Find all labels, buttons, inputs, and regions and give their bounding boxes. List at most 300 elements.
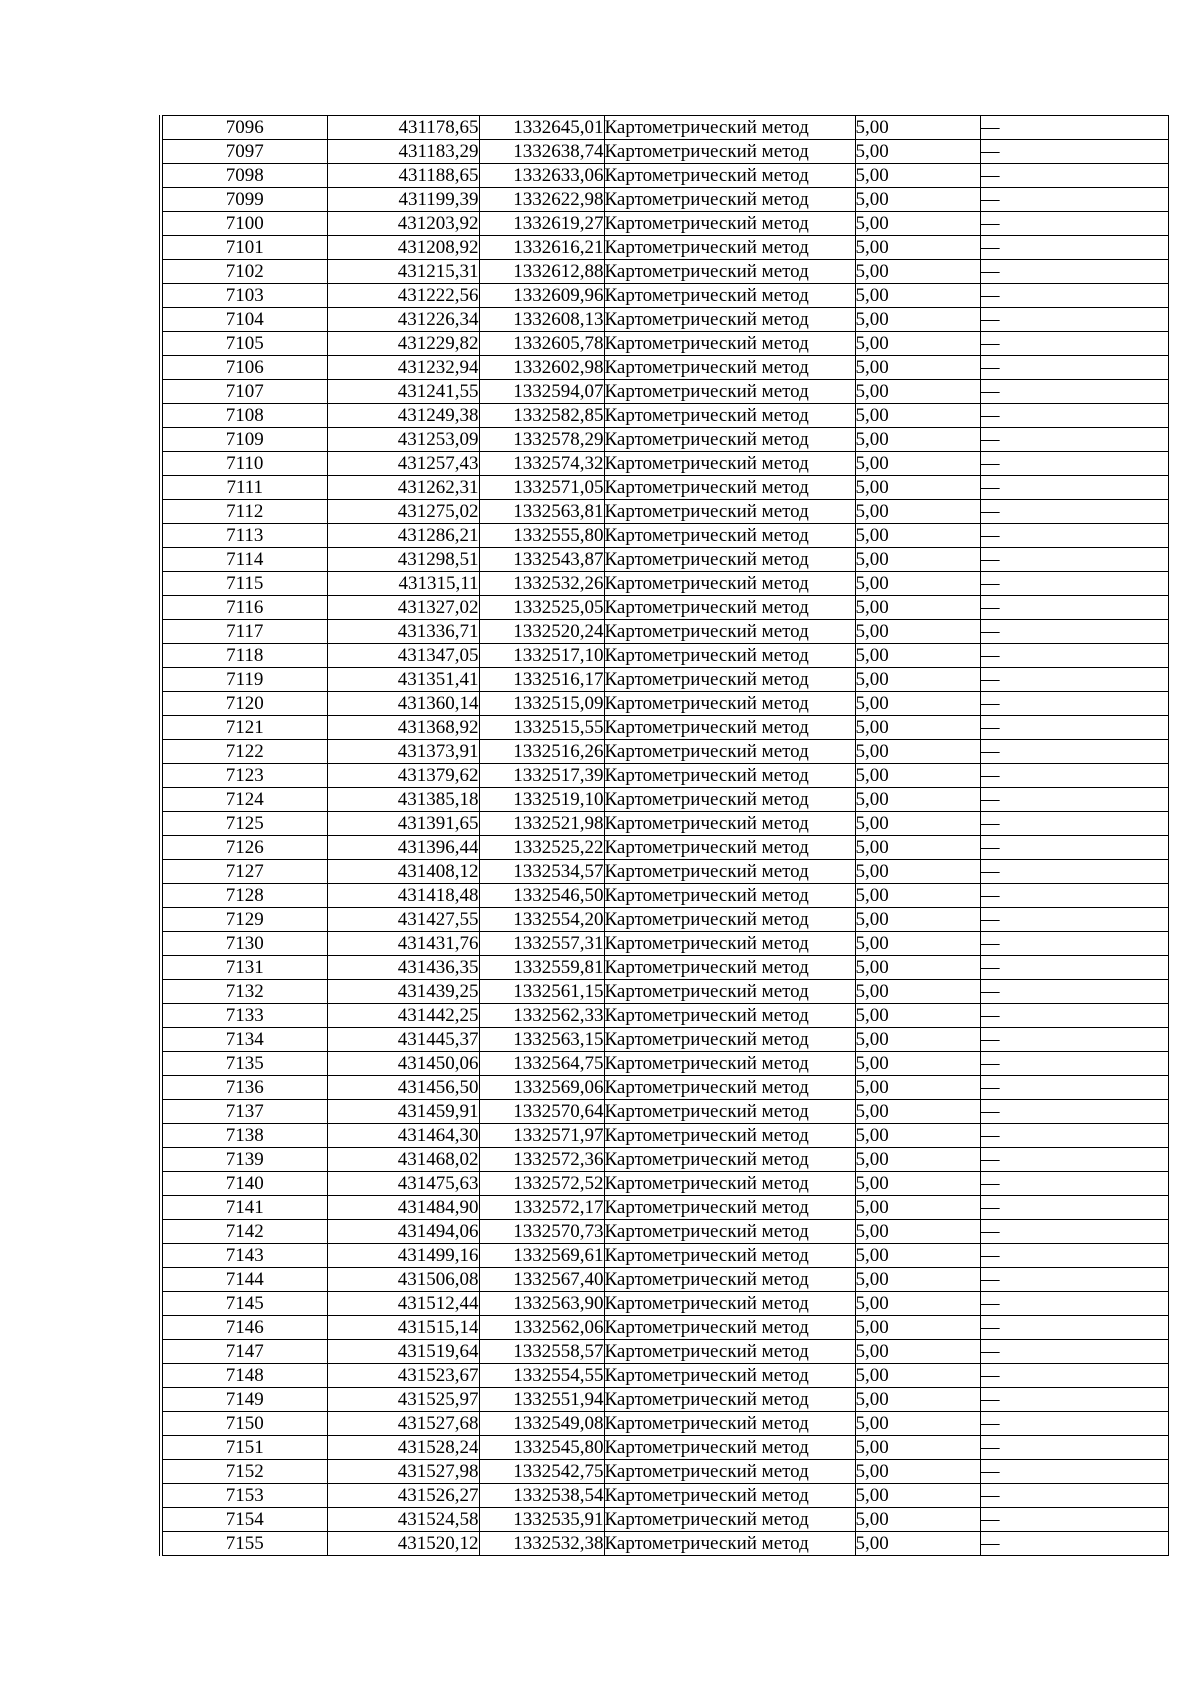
- precision-cell: 5,00: [855, 644, 980, 668]
- note-cell: —: [980, 380, 1168, 404]
- x-coordinate-cell: 431442,25: [327, 1004, 479, 1028]
- y-coordinate-cell: 1332633,06: [479, 164, 604, 188]
- x-coordinate-cell: 431351,41: [327, 668, 479, 692]
- x-coordinate-cell: 431431,76: [327, 932, 479, 956]
- point-number-cell: 7102: [161, 260, 327, 284]
- point-number-cell: 7136: [161, 1076, 327, 1100]
- point-number-cell: 7148: [161, 1364, 327, 1388]
- method-cell: Картометрический метод: [604, 1532, 855, 1556]
- x-coordinate-cell: 431527,68: [327, 1412, 479, 1436]
- x-coordinate-cell: 431526,27: [327, 1484, 479, 1508]
- point-number-cell: 7133: [161, 1004, 327, 1028]
- table-row: [161, 1508, 1168, 1532]
- method-cell: Картометрический метод: [604, 932, 855, 956]
- precision-cell: 5,00: [855, 812, 980, 836]
- table-row: [161, 812, 1168, 836]
- table-row: [161, 404, 1168, 428]
- y-coordinate-cell: 1332562,33: [479, 1004, 604, 1028]
- y-coordinate-cell: 1332578,29: [479, 428, 604, 452]
- table-row: [161, 188, 1168, 212]
- y-coordinate-cell: 1332619,27: [479, 212, 604, 236]
- precision-cell: 5,00: [855, 1028, 980, 1052]
- method-cell: Картометрический метод: [604, 716, 855, 740]
- x-coordinate-cell: 431450,06: [327, 1052, 479, 1076]
- y-coordinate-cell: 1332572,36: [479, 1148, 604, 1172]
- method-cell: Картометрический метод: [604, 428, 855, 452]
- note-cell: —: [980, 1316, 1168, 1340]
- note-cell: —: [980, 260, 1168, 284]
- method-cell: Картометрический метод: [604, 140, 855, 164]
- method-cell: Картометрический метод: [604, 1484, 855, 1508]
- point-number-cell: 7140: [161, 1172, 327, 1196]
- precision-cell: 5,00: [855, 1220, 980, 1244]
- y-coordinate-cell: 1332563,90: [479, 1292, 604, 1316]
- y-coordinate-cell: 1332549,08: [479, 1412, 604, 1436]
- method-cell: Картометрический метод: [604, 836, 855, 860]
- point-number-cell: 7106: [161, 356, 327, 380]
- precision-cell: 5,00: [855, 1172, 980, 1196]
- note-cell: —: [980, 284, 1168, 308]
- y-coordinate-cell: 1332532,26: [479, 572, 604, 596]
- point-number-cell: 7126: [161, 836, 327, 860]
- x-coordinate-cell: 431528,24: [327, 1436, 479, 1460]
- method-cell: Картометрический метод: [604, 116, 855, 140]
- note-cell: —: [980, 1388, 1168, 1412]
- point-number-cell: 7119: [161, 668, 327, 692]
- x-coordinate-cell: 431232,94: [327, 356, 479, 380]
- precision-cell: 5,00: [855, 1148, 980, 1172]
- method-cell: Картометрический метод: [604, 236, 855, 260]
- y-coordinate-cell: 1332572,17: [479, 1196, 604, 1220]
- precision-cell: 5,00: [855, 692, 980, 716]
- method-cell: Картометрический метод: [604, 668, 855, 692]
- y-coordinate-cell: 1332563,15: [479, 1028, 604, 1052]
- precision-cell: 5,00: [855, 788, 980, 812]
- note-cell: —: [980, 164, 1168, 188]
- x-coordinate-cell: 431396,44: [327, 836, 479, 860]
- table-row: [161, 692, 1168, 716]
- x-coordinate-cell: 431178,65: [327, 116, 479, 140]
- point-number-cell: 7123: [161, 764, 327, 788]
- x-coordinate-cell: 431494,06: [327, 1220, 479, 1244]
- method-cell: Картометрический метод: [604, 1004, 855, 1028]
- note-cell: —: [980, 1028, 1168, 1052]
- precision-cell: 5,00: [855, 884, 980, 908]
- y-coordinate-cell: 1332594,07: [479, 380, 604, 404]
- table-row: [161, 1220, 1168, 1244]
- precision-cell: 5,00: [855, 1124, 980, 1148]
- table-row: [161, 884, 1168, 908]
- method-cell: Картометрический метод: [604, 1148, 855, 1172]
- precision-cell: 5,00: [855, 332, 980, 356]
- precision-cell: 5,00: [855, 356, 980, 380]
- y-coordinate-cell: 1332535,91: [479, 1508, 604, 1532]
- precision-cell: 5,00: [855, 452, 980, 476]
- method-cell: Картометрический метод: [604, 380, 855, 404]
- table-row: [161, 836, 1168, 860]
- y-coordinate-cell: 1332602,98: [479, 356, 604, 380]
- table-row: [161, 1148, 1168, 1172]
- y-coordinate-cell: 1332554,55: [479, 1364, 604, 1388]
- table-row: [161, 740, 1168, 764]
- y-coordinate-cell: 1332609,96: [479, 284, 604, 308]
- note-cell: —: [980, 1484, 1168, 1508]
- precision-cell: 5,00: [855, 1196, 980, 1220]
- y-coordinate-cell: 1332571,05: [479, 476, 604, 500]
- table-row: [161, 1484, 1168, 1508]
- precision-cell: 5,00: [855, 1316, 980, 1340]
- y-coordinate-cell: 1332551,94: [479, 1388, 604, 1412]
- x-coordinate-cell: 431527,98: [327, 1460, 479, 1484]
- y-coordinate-cell: 1332520,24: [479, 620, 604, 644]
- y-coordinate-cell: 1332521,98: [479, 812, 604, 836]
- y-coordinate-cell: 1332561,15: [479, 980, 604, 1004]
- x-coordinate-cell: 431418,48: [327, 884, 479, 908]
- table-row: [161, 476, 1168, 500]
- point-number-cell: 7109: [161, 428, 327, 452]
- note-cell: —: [980, 1004, 1168, 1028]
- point-number-cell: 7131: [161, 956, 327, 980]
- point-number-cell: 7147: [161, 1340, 327, 1364]
- note-cell: —: [980, 932, 1168, 956]
- y-coordinate-cell: 1332570,73: [479, 1220, 604, 1244]
- x-coordinate-cell: 431226,34: [327, 308, 479, 332]
- x-coordinate-cell: 431249,38: [327, 404, 479, 428]
- point-number-cell: 7108: [161, 404, 327, 428]
- note-cell: —: [980, 1412, 1168, 1436]
- table-row: [161, 1004, 1168, 1028]
- table-row: [161, 548, 1168, 572]
- precision-cell: 5,00: [855, 836, 980, 860]
- point-number-cell: 7134: [161, 1028, 327, 1052]
- method-cell: Картометрический метод: [604, 212, 855, 236]
- method-cell: Картометрический метод: [604, 1052, 855, 1076]
- y-coordinate-cell: 1332559,81: [479, 956, 604, 980]
- x-coordinate-cell: 431215,31: [327, 260, 479, 284]
- method-cell: Картометрический метод: [604, 860, 855, 884]
- point-number-cell: 7101: [161, 236, 327, 260]
- precision-cell: 5,00: [855, 1052, 980, 1076]
- note-cell: —: [980, 1436, 1168, 1460]
- note-cell: —: [980, 620, 1168, 644]
- method-cell: Картометрический метод: [604, 1316, 855, 1340]
- y-coordinate-cell: 1332571,97: [479, 1124, 604, 1148]
- note-cell: —: [980, 404, 1168, 428]
- point-number-cell: 7145: [161, 1292, 327, 1316]
- point-number-cell: 7118: [161, 644, 327, 668]
- y-coordinate-cell: 1332569,06: [479, 1076, 604, 1100]
- note-cell: —: [980, 1052, 1168, 1076]
- y-coordinate-cell: 1332563,81: [479, 500, 604, 524]
- note-cell: —: [980, 572, 1168, 596]
- method-cell: Картометрический метод: [604, 476, 855, 500]
- note-cell: —: [980, 740, 1168, 764]
- precision-cell: 5,00: [855, 572, 980, 596]
- x-coordinate-cell: 431379,62: [327, 764, 479, 788]
- x-coordinate-cell: 431484,90: [327, 1196, 479, 1220]
- table-row: [161, 284, 1168, 308]
- method-cell: Картометрический метод: [604, 596, 855, 620]
- table-row: [161, 212, 1168, 236]
- method-cell: Картометрический метод: [604, 1388, 855, 1412]
- method-cell: Картометрический метод: [604, 500, 855, 524]
- point-number-cell: 7127: [161, 860, 327, 884]
- y-coordinate-cell: 1332557,31: [479, 932, 604, 956]
- precision-cell: 5,00: [855, 1460, 980, 1484]
- point-number-cell: 7137: [161, 1100, 327, 1124]
- precision-cell: 5,00: [855, 620, 980, 644]
- table-row: [161, 1340, 1168, 1364]
- note-cell: —: [980, 1172, 1168, 1196]
- note-cell: —: [980, 356, 1168, 380]
- note-cell: —: [980, 452, 1168, 476]
- table-row: [161, 524, 1168, 548]
- y-coordinate-cell: 1332545,80: [479, 1436, 604, 1460]
- precision-cell: 5,00: [855, 1076, 980, 1100]
- precision-cell: 5,00: [855, 260, 980, 284]
- x-coordinate-cell: 431347,05: [327, 644, 479, 668]
- y-coordinate-cell: 1332516,26: [479, 740, 604, 764]
- note-cell: —: [980, 1364, 1168, 1388]
- table-row: [161, 1316, 1168, 1340]
- precision-cell: 5,00: [855, 1340, 980, 1364]
- precision-cell: 5,00: [855, 284, 980, 308]
- y-coordinate-cell: 1332572,52: [479, 1172, 604, 1196]
- method-cell: Картометрический метод: [604, 620, 855, 644]
- x-coordinate-cell: 431203,92: [327, 212, 479, 236]
- table-row: [161, 1100, 1168, 1124]
- x-coordinate-cell: 431336,71: [327, 620, 479, 644]
- note-cell: —: [980, 1292, 1168, 1316]
- table-row: [161, 1460, 1168, 1484]
- note-cell: —: [980, 908, 1168, 932]
- point-number-cell: 7154: [161, 1508, 327, 1532]
- point-number-cell: 7141: [161, 1196, 327, 1220]
- method-cell: Картометрический метод: [604, 980, 855, 1004]
- point-number-cell: 7121: [161, 716, 327, 740]
- precision-cell: 5,00: [855, 740, 980, 764]
- x-coordinate-cell: 431456,50: [327, 1076, 479, 1100]
- y-coordinate-cell: 1332605,78: [479, 332, 604, 356]
- x-coordinate-cell: 431445,37: [327, 1028, 479, 1052]
- point-number-cell: 7149: [161, 1388, 327, 1412]
- method-cell: Картометрический метод: [604, 644, 855, 668]
- table-row: [161, 788, 1168, 812]
- method-cell: Картометрический метод: [604, 1508, 855, 1532]
- precision-cell: 5,00: [855, 1268, 980, 1292]
- x-coordinate-cell: 431262,31: [327, 476, 479, 500]
- precision-cell: 5,00: [855, 1436, 980, 1460]
- note-cell: —: [980, 332, 1168, 356]
- note-cell: —: [980, 1100, 1168, 1124]
- note-cell: —: [980, 860, 1168, 884]
- precision-cell: 5,00: [855, 716, 980, 740]
- table-row: [161, 1244, 1168, 1268]
- x-coordinate-cell: 431188,65: [327, 164, 479, 188]
- table-row: [161, 452, 1168, 476]
- method-cell: Картометрический метод: [604, 1364, 855, 1388]
- y-coordinate-cell: 1332567,40: [479, 1268, 604, 1292]
- point-number-cell: 7152: [161, 1460, 327, 1484]
- table-row: [161, 428, 1168, 452]
- point-number-cell: 7135: [161, 1052, 327, 1076]
- table-row: [161, 932, 1168, 956]
- point-number-cell: 7153: [161, 1484, 327, 1508]
- y-coordinate-cell: 1332582,85: [479, 404, 604, 428]
- x-coordinate-cell: 431525,97: [327, 1388, 479, 1412]
- table-row: [161, 1364, 1168, 1388]
- x-coordinate-cell: 431373,91: [327, 740, 479, 764]
- method-cell: Картометрический метод: [604, 788, 855, 812]
- table-row: [161, 1196, 1168, 1220]
- y-coordinate-cell: 1332612,88: [479, 260, 604, 284]
- table-row: [161, 1052, 1168, 1076]
- method-cell: Картометрический метод: [604, 812, 855, 836]
- method-cell: Картометрический метод: [604, 1244, 855, 1268]
- note-cell: —: [980, 764, 1168, 788]
- x-coordinate-cell: 431257,43: [327, 452, 479, 476]
- note-cell: —: [980, 692, 1168, 716]
- method-cell: Картометрический метод: [604, 956, 855, 980]
- x-coordinate-cell: 431427,55: [327, 908, 479, 932]
- note-cell: —: [980, 548, 1168, 572]
- note-cell: —: [980, 1148, 1168, 1172]
- y-coordinate-cell: 1332558,57: [479, 1340, 604, 1364]
- method-cell: Картометрический метод: [604, 1220, 855, 1244]
- x-coordinate-cell: 431286,21: [327, 524, 479, 548]
- precision-cell: 5,00: [855, 1388, 980, 1412]
- x-coordinate-cell: 431315,11: [327, 572, 479, 596]
- table-row: [161, 596, 1168, 620]
- method-cell: Картометрический метод: [604, 1460, 855, 1484]
- x-coordinate-cell: 431208,92: [327, 236, 479, 260]
- method-cell: Картометрический метод: [604, 764, 855, 788]
- method-cell: Картометрический метод: [604, 1100, 855, 1124]
- x-coordinate-cell: 431183,29: [327, 140, 479, 164]
- y-coordinate-cell: 1332538,54: [479, 1484, 604, 1508]
- table-row: [161, 908, 1168, 932]
- y-coordinate-cell: 1332515,09: [479, 692, 604, 716]
- precision-cell: 5,00: [855, 188, 980, 212]
- coordinates-table: [159, 115, 1169, 1556]
- precision-cell: 5,00: [855, 668, 980, 692]
- note-cell: —: [980, 1124, 1168, 1148]
- note-cell: —: [980, 212, 1168, 236]
- point-number-cell: 7155: [161, 1532, 327, 1556]
- x-coordinate-cell: 431499,16: [327, 1244, 479, 1268]
- precision-cell: 5,00: [855, 116, 980, 140]
- point-number-cell: 7139: [161, 1148, 327, 1172]
- table-row: [161, 1532, 1168, 1556]
- precision-cell: 5,00: [855, 500, 980, 524]
- point-number-cell: 7114: [161, 548, 327, 572]
- method-cell: Картометрический метод: [604, 548, 855, 572]
- x-coordinate-cell: 431523,67: [327, 1364, 479, 1388]
- y-coordinate-cell: 1332525,05: [479, 596, 604, 620]
- table-row: [161, 1268, 1168, 1292]
- table-row: [161, 500, 1168, 524]
- table-row: [161, 116, 1168, 140]
- method-cell: Картометрический метод: [604, 1196, 855, 1220]
- table-row: [161, 1124, 1168, 1148]
- note-cell: —: [980, 668, 1168, 692]
- note-cell: —: [980, 1268, 1168, 1292]
- point-number-cell: 7143: [161, 1244, 327, 1268]
- precision-cell: 5,00: [855, 1412, 980, 1436]
- y-coordinate-cell: 1332546,50: [479, 884, 604, 908]
- precision-cell: 5,00: [855, 524, 980, 548]
- y-coordinate-cell: 1332543,87: [479, 548, 604, 572]
- precision-cell: 5,00: [855, 236, 980, 260]
- table-row: [161, 1388, 1168, 1412]
- method-cell: Картометрический метод: [604, 164, 855, 188]
- note-cell: —: [980, 716, 1168, 740]
- method-cell: Картометрический метод: [604, 1340, 855, 1364]
- point-number-cell: 7113: [161, 524, 327, 548]
- point-number-cell: 7103: [161, 284, 327, 308]
- note-cell: —: [980, 1340, 1168, 1364]
- point-number-cell: 7116: [161, 596, 327, 620]
- point-number-cell: 7110: [161, 452, 327, 476]
- x-coordinate-cell: 431436,35: [327, 956, 479, 980]
- table-row: [161, 668, 1168, 692]
- x-coordinate-cell: 431475,63: [327, 1172, 479, 1196]
- point-number-cell: 7151: [161, 1436, 327, 1460]
- note-cell: —: [980, 1196, 1168, 1220]
- precision-cell: 5,00: [855, 164, 980, 188]
- coordinates-table-body: [161, 116, 1168, 1556]
- method-cell: Картометрический метод: [604, 1412, 855, 1436]
- table-row: [161, 332, 1168, 356]
- table-row: [161, 1292, 1168, 1316]
- table-row: [161, 308, 1168, 332]
- method-cell: Картометрический метод: [604, 188, 855, 212]
- precision-cell: 5,00: [855, 308, 980, 332]
- note-cell: —: [980, 788, 1168, 812]
- y-coordinate-cell: 1332622,98: [479, 188, 604, 212]
- note-cell: —: [980, 308, 1168, 332]
- precision-cell: 5,00: [855, 596, 980, 620]
- x-coordinate-cell: 431368,92: [327, 716, 479, 740]
- point-number-cell: 7111: [161, 476, 327, 500]
- method-cell: Картометрический метод: [604, 1124, 855, 1148]
- precision-cell: 5,00: [855, 548, 980, 572]
- point-number-cell: 7097: [161, 140, 327, 164]
- note-cell: —: [980, 524, 1168, 548]
- note-cell: —: [980, 836, 1168, 860]
- x-coordinate-cell: 431519,64: [327, 1340, 479, 1364]
- y-coordinate-cell: 1332517,39: [479, 764, 604, 788]
- y-coordinate-cell: 1332608,13: [479, 308, 604, 332]
- precision-cell: 5,00: [855, 956, 980, 980]
- x-coordinate-cell: 431360,14: [327, 692, 479, 716]
- note-cell: —: [980, 1508, 1168, 1532]
- x-coordinate-cell: 431385,18: [327, 788, 479, 812]
- point-number-cell: 7142: [161, 1220, 327, 1244]
- precision-cell: 5,00: [855, 1292, 980, 1316]
- note-cell: —: [980, 188, 1168, 212]
- precision-cell: 5,00: [855, 212, 980, 236]
- method-cell: Картометрический метод: [604, 1268, 855, 1292]
- table-row: [161, 1172, 1168, 1196]
- method-cell: Картометрический метод: [604, 356, 855, 380]
- method-cell: Картометрический метод: [604, 332, 855, 356]
- y-coordinate-cell: 1332532,38: [479, 1532, 604, 1556]
- precision-cell: 5,00: [855, 476, 980, 500]
- point-number-cell: 7115: [161, 572, 327, 596]
- table-row: [161, 260, 1168, 284]
- y-coordinate-cell: 1332517,10: [479, 644, 604, 668]
